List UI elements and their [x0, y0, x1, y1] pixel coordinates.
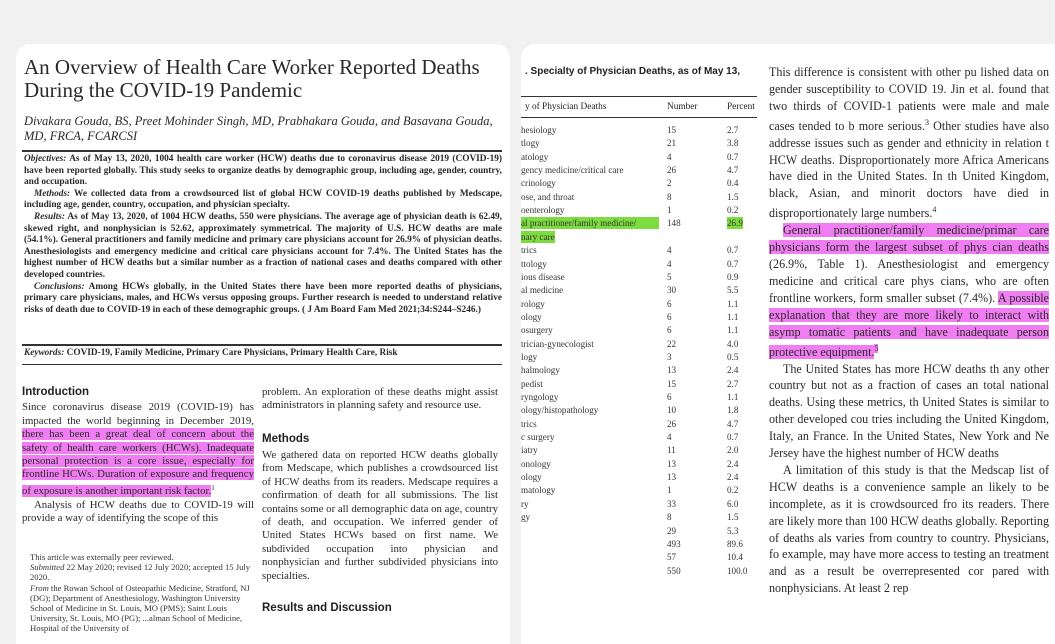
objectives-label: Objectives: — [24, 154, 67, 164]
abstract-objectives — [24, 154, 502, 189]
table-cell-percent: 1.1 — [727, 311, 739, 322]
keywords-text: COVID-19, Family Medicine, Primary Care Physicians, Primary Health Care, Risk — [64, 348, 398, 358]
table-row — [521, 244, 757, 257]
table-cell-specialty: ology — [521, 472, 542, 483]
table-cell-specialty: hesiology — [521, 125, 557, 135]
table-rule-header — [521, 117, 757, 118]
keywords — [24, 348, 502, 359]
table-row — [521, 217, 757, 230]
table-row — [521, 124, 757, 137]
abstract-conclusions — [24, 282, 502, 317]
table-header-specialty: y of Physician Deaths — [525, 102, 607, 112]
table-cell-specialty: trics — [521, 418, 537, 429]
from-text: the Rowan School of Osteopathic Medicine, Stratford, NJ (DG); Department of Anesthesiology, Washington University School of Medicine in St. Louis, MO (PMS); Saint Louis University, St. Louis, MO (PG); ...alman School of Medicine, Hospital of the University of — [30, 582, 250, 634]
table-cell-percent: 0.7 — [727, 151, 739, 162]
intro-paragraph-2: Analysis of HCW deaths due to COVID-19 will provide a way of identifying the scope of this — [22, 498, 254, 525]
keywords-rule-bottom — [22, 364, 502, 365]
table-cell-number: 10 — [667, 405, 677, 416]
table-cell-number: 3 — [667, 351, 672, 362]
table-cell-percent: 1.8 — [727, 405, 739, 416]
table-cell-percent: 0.2 — [727, 205, 739, 216]
table-cell-percent: 2.4 — [727, 458, 739, 469]
table-cell-number: 26 — [667, 418, 677, 429]
table-row — [521, 177, 757, 190]
table-cell-number: 33 — [667, 498, 677, 509]
table-cell-percent: 2.7 — [727, 378, 739, 389]
table-cell-specialty: halmology — [521, 365, 560, 376]
table-cell-percent: 2.7 — [727, 125, 739, 135]
table-cell-number: 4 — [667, 432, 672, 443]
table-row — [521, 137, 757, 150]
table-cell-number: 29 — [667, 525, 677, 536]
table-row — [521, 404, 757, 417]
table-row — [521, 431, 757, 444]
left-page — [16, 44, 510, 644]
table-cell-percent: 3.8 — [727, 138, 739, 149]
table-row — [521, 258, 757, 271]
table-row — [521, 191, 757, 204]
table-cell-specialty: ryngology — [521, 392, 559, 402]
table-cell-percent: 4.7 — [727, 418, 739, 429]
table-cell-percent: 0.7 — [727, 432, 739, 443]
table-cell-percent: 10.4 — [727, 552, 743, 563]
table-cell-percent: 100.0 — [727, 565, 748, 576]
methods-label: Methods: — [34, 188, 71, 199]
table-cell-specialty: logy — [521, 351, 538, 362]
table-row — [521, 511, 757, 524]
table-cell-number: 6 — [667, 325, 672, 336]
table-cell-percent: 0.7 — [727, 258, 739, 269]
table-row — [521, 538, 757, 551]
table-row — [521, 298, 757, 311]
discussion-paragraph-3: The United States has more HCW deaths th any other country but not as a fraction of cases an total national deaths. Using these metrics, th United States is similar to other developed cou tries including the United Kingdom, Italy, an France. In the United States, New York and Ne Jersey have the highest number of HCW deaths — [769, 361, 1049, 461]
table-row — [521, 204, 757, 217]
table-cell-percent: 5.5 — [727, 285, 739, 296]
table-cell-number: 2 — [667, 178, 672, 189]
table-cell-specialty: gency medicine/critical care — [521, 165, 624, 176]
table-cell-percent: 0.7 — [727, 245, 739, 256]
table-cell-number: 21 — [667, 138, 677, 149]
introduction-heading: Introduction — [22, 386, 90, 398]
column-two-top: problem. An exploration of these deaths might assist administrators in planning safety and resource use. — [262, 386, 498, 412]
table-cell-specialty: onology — [521, 458, 551, 469]
table-cell-specialty: matology — [521, 485, 556, 496]
table-cell-number: 57 — [667, 552, 677, 563]
discussion-text-1b: Other studies have also addresse issues such as gender and ethnicity in relation t HCW deaths. Disproportionately more Africa Americans have died in the United States. In th United Kingdom, black, Asian, and minorit doctors have died in disproportionately large numbers. — [769, 118, 1049, 221]
table-cell-percent: 26.9 — [727, 218, 743, 229]
table-cell-percent: 1.5 — [727, 512, 739, 523]
table-cell-number: 4 — [667, 245, 672, 256]
table-row — [521, 471, 757, 484]
table-cell-percent: 0.2 — [727, 485, 739, 496]
discussion-paragraph-4: A limitation of this study is that the Medscap list of HCW deaths is a convenience sample an likely to be incomplete, as it is crowdsourced fro its readers. There are likely more than 100 HCW deaths globally. Reporting of deaths als varies from country to country. Physicians, fo example, may have more access to testing an treatment and as a result be overrepresented cor pared with nonphysicians. At least 2 rep — [769, 462, 1049, 596]
ref-4: 4 — [932, 205, 937, 215]
table-cell-percent: 6.0 — [727, 498, 739, 509]
right-page — [521, 44, 1055, 644]
table-cell-number: 15 — [667, 125, 677, 135]
table-row — [521, 324, 757, 337]
table-header-number: Number — [667, 102, 698, 112]
table-cell-specialty: ology/histopathology — [521, 405, 599, 416]
submitted-text: 22 May 2020; revised 12 July 2020; accepted 15 July 2020. — [30, 562, 251, 583]
table-cell-percent: 1.1 — [727, 392, 739, 402]
table-row — [521, 444, 757, 457]
table-cell-specialty: ry — [521, 498, 529, 509]
ref-3: 3 — [925, 117, 930, 127]
abstract-results — [24, 212, 502, 282]
table-cell-number: 6 — [667, 298, 672, 309]
results-text: As of May 13, 2020, of 1004 HCW deaths, 550 were physicians. The average age of physician death is 62.49, skewed right, and nonphysician is 52.62, approximately symmetrical. The majority of U.S. HCW deaths are male (54.1%). General practitioners and family medicine and primary care physicians account for 26.9% of physician deaths. Anesthesiologists and emergency medicine and critical care physicians account for 7.4%. The United States has the highest number of HCW deaths but a similar number as a fraction of national cases and deaths compared with other developed countries. — [24, 211, 502, 280]
discussion-paragraph-2 — [769, 222, 1049, 360]
results-heading: Results and Discussion — [262, 602, 392, 614]
table-cell-specialty-cont: nary care — [521, 231, 555, 242]
table-cell-number: 550 — [667, 565, 681, 576]
table-row — [521, 484, 757, 497]
table-row — [521, 391, 757, 404]
table-cell-specialty: ose, and throat — [521, 191, 575, 202]
table-cell-number: 1 — [667, 485, 672, 496]
keywords-label: Keywords: — [24, 348, 65, 358]
table-cell-specialty: ttology — [521, 258, 547, 269]
ref-5: 5 — [874, 343, 879, 353]
table-row — [521, 271, 757, 284]
table-row — [521, 458, 757, 471]
footnote — [30, 552, 254, 634]
intro-ref: 1 — [211, 483, 215, 492]
abstract-methods — [24, 189, 502, 212]
discussion-highlight-1: General practitioner/family medicine/primar care physicians form the largest subset of phys cian deaths — [769, 223, 1049, 255]
table-cell-number: 4 — [667, 151, 672, 162]
article-title: An Overview of Health Care Worker Reported Deaths During the COVID-19 Pandemic — [24, 55, 480, 102]
discussion-highlight-2: A possible explanation that they are more likely to interact with asymp tomatic patients and have inadequate person protective equipment. — [769, 290, 1049, 359]
objectives-text: As of May 13, 2020, 1004 health care worker (HCW) deaths due to coronavirus disease 2019 (COVID-19) have been reported globally. This study seeks to organize deaths by demographic group, including age, gender, country, and occupation. — [24, 154, 502, 188]
table-cell-percent: 2.4 — [727, 365, 739, 376]
table-cell-percent: 0.9 — [727, 271, 739, 282]
intro-text: Since coronavirus disease 2019 (COVID-19) has impacted the world beginning in December 2019, — [22, 401, 254, 427]
table-header-percent: Percent — [727, 102, 755, 112]
table-cell-percent: 0.4 — [727, 178, 739, 189]
article-authors: Divakara Gouda, BS, Preet Mohinder Singh, MD, Prabhakara Gouda, and Basavana Gouda, MD, FRCA, FCARCSI — [24, 114, 493, 143]
table-cell-specialty: rology — [521, 298, 545, 309]
submitted-label: Submitted — [30, 562, 65, 573]
table-row — [521, 525, 757, 538]
table-row — [521, 351, 757, 364]
table-cell-number: 22 — [667, 338, 677, 349]
table-cell-specialty: ious disease — [521, 271, 565, 282]
table-cell-percent: 2.4 — [727, 472, 739, 483]
table-row — [521, 378, 757, 391]
table-cell-specialty: ology — [521, 311, 542, 322]
table-cell-number: 13 — [667, 458, 677, 469]
table-row — [521, 311, 757, 324]
table-cell-specialty: c surgery — [521, 432, 555, 443]
table-cell-number: 13 — [667, 472, 677, 483]
table-cell-number: 6 — [667, 311, 672, 322]
discussion-column — [769, 64, 1049, 597]
table-cell-number: 13 — [667, 365, 677, 376]
table-cell-percent: 1.5 — [727, 191, 739, 202]
table-cell-number: 148 — [667, 218, 681, 229]
methods-text-column: We gathered data on reported HCW deaths globally from Medscape, which publishes a crowdsourced list of HCW deaths from its readers. Medscape requires a confirmation of death for all submissions. The list contains some or all demographic data on age, country of death, and occupation. We inferred gender of United States HCWs based on first name. We subdivided occupation into physician and nonphysician and further subdivided physicians into specialties. — [262, 449, 498, 582]
table-cell-specialty: osurgery — [521, 325, 553, 336]
top-rule — [22, 150, 502, 152]
table-cell-percent: 2.0 — [727, 445, 739, 456]
table-row — [521, 418, 757, 431]
discussion-text-1: This difference is consistent with other pu lished data on gender susceptibility to COVID 19. Jin et al. found that two thirds of COVID-1 patients were male and male cases tended to b more serious. — [769, 65, 1049, 133]
table-rule-top — [521, 96, 757, 97]
intro-highlight: there has been a great deal of concern about the safety of health care workers (HCWs). Inadequate personal protection is a core issue, especially for frontline HCWs. Duration of exposure and frequency of exposure is another important risk factor. — [22, 428, 254, 498]
table-cell-percent: 1.1 — [727, 325, 739, 336]
table-row-continuation — [521, 231, 757, 244]
table-cell-number: 8 — [667, 512, 672, 523]
table-row — [521, 338, 757, 351]
table-cell-percent: 1.1 — [727, 298, 739, 309]
table-cell-specialty: trician-gynecologist — [521, 338, 594, 349]
table-cell-number: 5 — [667, 271, 672, 282]
conclusions-text: Among HCWs globally, in the United States there have been more reported deaths of physicians, primary care physicians, males, and HCWs versus opposing groups. Further research is needed to understand relative risks of death due to COVID-19 in each of these demographic groups. ( J Am Board Fam Med 2021;34:S244–S246.) — [24, 281, 502, 315]
abstract — [24, 154, 502, 316]
table-cell-number: 1 — [667, 205, 672, 216]
table-cell-number: 11 — [667, 445, 676, 456]
discussion-paragraph-1 — [769, 64, 1049, 222]
table-cell-specialty: al medicine — [521, 285, 564, 296]
table-cell-percent: 4.0 — [727, 338, 739, 349]
table-row — [521, 164, 757, 177]
discussion-text-2: (26.9%, Table 1). Anesthesiologist and emergency medicine and critical care phys cians, who are often frontline workers, form smaller subset (7.4%). — [769, 257, 1049, 305]
methods-text: We collected data from a crowdsourced list of global HCW COVID-19 deaths published by Medscape, including age, gender, country, occupation, and physician specialty. — [24, 188, 502, 211]
table-cell-specialty: oenterology — [521, 205, 565, 216]
table-cell-percent: 0.5 — [727, 351, 739, 362]
table-row — [521, 364, 757, 377]
methods-heading: Methods — [262, 433, 310, 445]
table-cell-number: 6 — [667, 392, 672, 402]
results-label: Results: — [34, 211, 65, 222]
footnote-affiliations — [30, 583, 254, 634]
table-cell-number: 30 — [667, 285, 677, 296]
introduction-column — [22, 386, 254, 526]
table-cell-number: 4 — [667, 258, 672, 269]
table-cell-percent: 4.7 — [727, 165, 739, 176]
table-cell-number: 8 — [667, 191, 672, 202]
table-cell-number: 26 — [667, 165, 677, 176]
table-cell-percent: 5.3 — [727, 525, 739, 536]
table-cell-specialty: tlogy — [521, 138, 540, 149]
table-cell-specialty: iatry — [521, 445, 538, 456]
table-row — [521, 151, 757, 164]
keywords-rule-top — [22, 344, 502, 346]
intro-paragraph-1 — [22, 401, 254, 498]
table-cell-specialty: crinology — [521, 178, 556, 189]
table-cell-specialty: gy — [521, 512, 531, 523]
table-title: . Specialty of Physician Deaths, as of May 13, — [525, 66, 741, 77]
table-cell-specialty: atology — [521, 151, 549, 162]
footnote-review: This article was externally peer reviewed. — [30, 552, 174, 562]
table-cell-number: 493 — [667, 538, 681, 549]
conclusions-label: Conclusions: — [34, 281, 85, 292]
table-cell-specialty: pedist — [521, 378, 543, 389]
from-label: From — [30, 582, 49, 593]
table-row — [521, 498, 757, 511]
table-row — [521, 565, 757, 578]
table-cell-number: 15 — [667, 378, 677, 389]
table-cell-percent: 89.6 — [727, 538, 743, 549]
table-cell-specialty: al practitioner/family medicine/ — [521, 217, 659, 229]
footnote-dates — [30, 562, 254, 582]
table-row — [521, 551, 757, 564]
table-row — [521, 284, 757, 297]
table-cell-specialty: trics — [521, 245, 537, 256]
